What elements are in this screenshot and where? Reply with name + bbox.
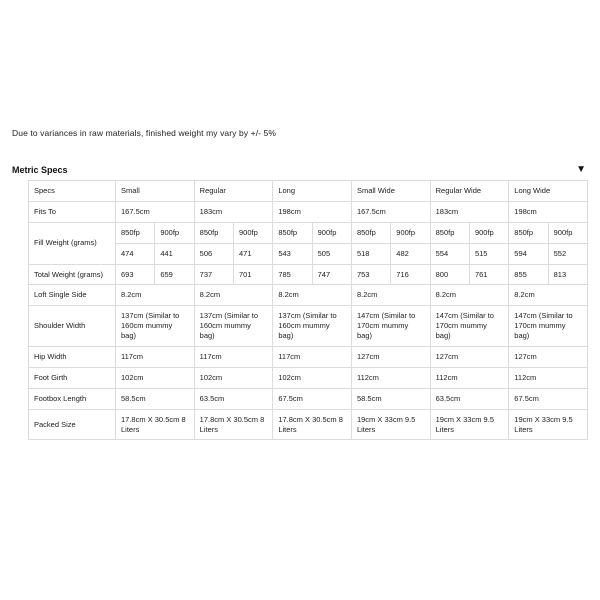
cell-fits-to-small: 167.5cm	[116, 201, 195, 222]
cell-fill-fp-4: 850fp	[273, 222, 312, 243]
cell-fill-g-11: 552	[548, 243, 587, 264]
cell-total-4: 785	[273, 264, 312, 285]
cell-fill-fp-0: 850fp	[116, 222, 155, 243]
cell-hip-small: 117cm	[116, 347, 195, 368]
row-label-foot-girth: Foot Girth	[29, 367, 116, 388]
cell-footbox-regular: 63.5cm	[194, 388, 273, 409]
cell-footbox-long-wide: 67.5cm	[509, 388, 588, 409]
header-small: Small	[116, 181, 195, 202]
header-small-wide: Small Wide	[351, 181, 430, 202]
cell-footbox-long: 67.5cm	[273, 388, 352, 409]
weight-variance-disclaimer: Due to variances in raw materials, finished weight my vary by +/- 5%	[12, 128, 277, 138]
row-label-fill-weight: Fill Weight (grams)	[29, 222, 116, 264]
table-head	[29, 181, 588, 202]
cell-shoulder-regular: 137cm (Similar to 160cm mummy bag)	[194, 306, 273, 347]
cell-fill-fp-8: 850fp	[430, 222, 469, 243]
cell-shoulder-long: 137cm (Similar to 160cm mummy bag)	[273, 306, 352, 347]
cell-fill-g-0: 474	[116, 243, 155, 264]
cell-loft-small-wide: 8.2cm	[351, 285, 430, 306]
cell-foot-girth-small: 102cm	[116, 367, 195, 388]
cell-foot-girth-long-wide: 112cm	[509, 367, 588, 388]
cell-foot-girth-regular-wide: 112cm	[430, 367, 509, 388]
row-label-loft-single-side: Loft Single Side	[29, 285, 116, 306]
header-long: Long	[273, 181, 352, 202]
row-label-total-weight: Total Weight (grams)	[29, 264, 116, 285]
cell-shoulder-small-wide: 147cm (Similar to 170cm mummy bag)	[351, 306, 430, 347]
table-row	[29, 306, 588, 347]
cell-packed-small-wide: 19cm X 33cm 9.5 Liters	[351, 409, 430, 440]
cell-total-11: 813	[548, 264, 587, 285]
row-label-hip-width: Hip Width	[29, 347, 116, 368]
table-row	[29, 264, 588, 285]
cell-foot-girth-long: 102cm	[273, 367, 352, 388]
header-regular: Regular	[194, 181, 273, 202]
cell-total-7: 716	[391, 264, 430, 285]
table-row	[29, 222, 588, 243]
cell-fill-g-4: 543	[273, 243, 312, 264]
chevron-down-icon[interactable]: ▼	[576, 164, 586, 175]
cell-fill-g-9: 515	[469, 243, 508, 264]
cell-fill-g-3: 471	[233, 243, 272, 264]
cell-total-2: 737	[194, 264, 233, 285]
cell-total-0: 693	[116, 264, 155, 285]
header-long-wide: Long Wide	[509, 181, 588, 202]
cell-fill-g-2: 506	[194, 243, 233, 264]
cell-total-3: 701	[233, 264, 272, 285]
cell-hip-long: 117cm	[273, 347, 352, 368]
cell-packed-regular-wide: 19cm X 33cm 9.5 Liters	[430, 409, 509, 440]
cell-total-1: 659	[155, 264, 194, 285]
cell-footbox-small-wide: 58.5cm	[351, 388, 430, 409]
row-label-fits-to: Fits To	[29, 201, 116, 222]
section-title: Metric Specs	[12, 165, 68, 175]
cell-total-8: 800	[430, 264, 469, 285]
cell-fits-to-long: 198cm	[273, 201, 352, 222]
table-row	[29, 367, 588, 388]
cell-fill-fp-7: 900fp	[391, 222, 430, 243]
table-row	[29, 388, 588, 409]
metric-specs-table-wrap	[28, 180, 588, 440]
cell-packed-long: 17.8cm X 30.5cm 8 Liters	[273, 409, 352, 440]
table-row	[29, 409, 588, 440]
row-label-packed-size: Packed Size	[29, 409, 116, 440]
cell-fits-to-regular: 183cm	[194, 201, 273, 222]
metric-specs-header[interactable]	[12, 165, 588, 175]
cell-hip-long-wide: 127cm	[509, 347, 588, 368]
cell-fits-to-regular-wide: 183cm	[430, 201, 509, 222]
cell-fill-fp-11: 900fp	[548, 222, 587, 243]
metric-specs-table	[28, 180, 588, 440]
cell-shoulder-long-wide: 147cm (Similar to 170cm mummy bag)	[509, 306, 588, 347]
header-regular-wide: Regular Wide	[430, 181, 509, 202]
table-row	[29, 347, 588, 368]
cell-fits-to-long-wide: 198cm	[509, 201, 588, 222]
cell-loft-long-wide: 8.2cm	[509, 285, 588, 306]
row-label-footbox-length: Footbox Length	[29, 388, 116, 409]
cell-hip-regular-wide: 127cm	[430, 347, 509, 368]
cell-fill-g-1: 441	[155, 243, 194, 264]
cell-fill-fp-9: 900fp	[469, 222, 508, 243]
cell-fill-g-7: 482	[391, 243, 430, 264]
cell-fill-fp-2: 850fp	[194, 222, 233, 243]
header-specs: Specs	[29, 181, 116, 202]
cell-fill-fp-1: 900fp	[155, 222, 194, 243]
cell-footbox-small: 58.5cm	[116, 388, 195, 409]
cell-total-6: 753	[351, 264, 390, 285]
cell-fill-g-5: 505	[312, 243, 351, 264]
cell-total-10: 855	[509, 264, 548, 285]
cell-fill-fp-10: 850fp	[509, 222, 548, 243]
cell-shoulder-regular-wide: 147cm (Similar to 170cm mummy bag)	[430, 306, 509, 347]
cell-fill-fp-3: 900fp	[233, 222, 272, 243]
cell-total-5: 747	[312, 264, 351, 285]
cell-shoulder-small: 137cm (Similar to 160cm mummy bag)	[116, 306, 195, 347]
row-label-shoulder-width: Shoulder Width	[29, 306, 116, 347]
cell-loft-regular: 8.2cm	[194, 285, 273, 306]
cell-hip-regular: 117cm	[194, 347, 273, 368]
cell-loft-regular-wide: 8.2cm	[430, 285, 509, 306]
cell-fits-to-small-wide: 167.5cm	[351, 201, 430, 222]
cell-packed-regular: 17.8cm X 30.5cm 8 Liters	[194, 409, 273, 440]
cell-loft-small: 8.2cm	[116, 285, 195, 306]
table-header-row	[29, 181, 588, 202]
cell-fill-g-10: 594	[509, 243, 548, 264]
cell-foot-girth-small-wide: 112cm	[351, 367, 430, 388]
cell-fill-fp-6: 850fp	[351, 222, 390, 243]
cell-fill-g-6: 518	[351, 243, 390, 264]
cell-total-9: 761	[469, 264, 508, 285]
cell-loft-long: 8.2cm	[273, 285, 352, 306]
cell-packed-small: 17.8cm X 30.5cm 8 Liters	[116, 409, 195, 440]
cell-foot-girth-regular: 102cm	[194, 367, 273, 388]
table-row	[29, 285, 588, 306]
table-row	[29, 201, 588, 222]
table-body	[29, 201, 588, 440]
cell-footbox-regular-wide: 63.5cm	[430, 388, 509, 409]
cell-packed-long-wide: 19cm X 33cm 9.5 Liters	[509, 409, 588, 440]
cell-fill-fp-5: 900fp	[312, 222, 351, 243]
cell-fill-g-8: 554	[430, 243, 469, 264]
cell-hip-small-wide: 127cm	[351, 347, 430, 368]
